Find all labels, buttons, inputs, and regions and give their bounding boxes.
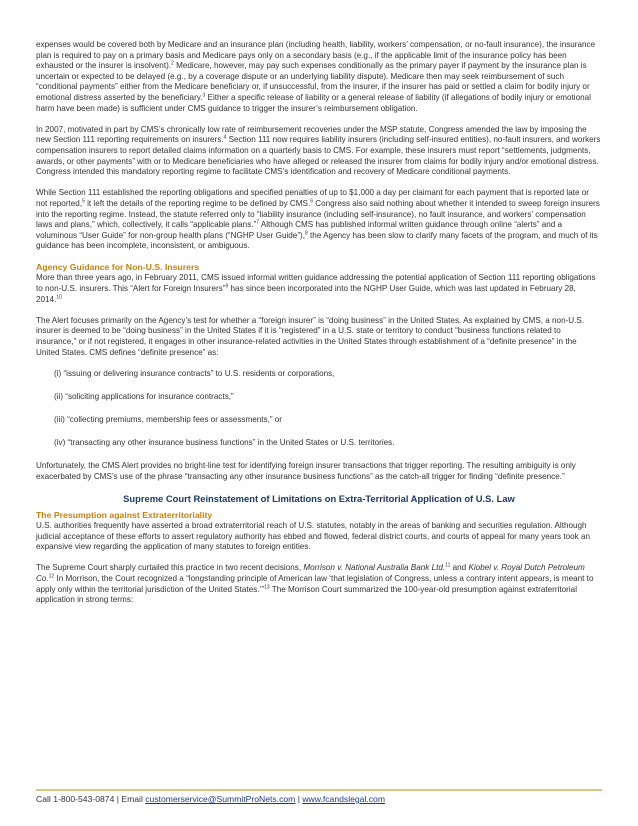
paragraph-foreign-alert [36, 273, 602, 305]
footer-divider [36, 789, 602, 791]
footnote-ref: 10 [56, 293, 62, 300]
footnote-ref: 3 [202, 92, 206, 99]
paragraph-section-111 [36, 125, 602, 178]
list-item: (iii) “collecting premiums, membership fees or assessments,” or [54, 415, 283, 424]
section-heading-presumption: The Presumption against Extraterritoriality [36, 509, 213, 520]
case-name-kiobel: Kiobel v. Royal Dutch Petroleum Co. [36, 563, 585, 583]
footnote-ref: 8 [305, 229, 308, 236]
text-span: expenses would be covered both by Medicare and an insurance plan (including health, liability, workers’ compensation, or no-fault insurance), the insurance plan is required to pay on a primary basis and Medicare pays only on a secondary basis (e.g., if the applicable limit of the insurance policy has been exhausted or the insurer is insolvent). [36, 40, 596, 71]
case-name-morrison: Morrison v. National Australia Bank Ltd. [303, 563, 446, 573]
paragraph-doing-business: The Alert focuses primarily on the Agency’s test for whether a “foreign insurer” is “doing business” in the United States. As explained by CMS, a non-U.S. insurer is deemed to be “doing business” in the United States if it is “registered” in a U.S. state or territory to conduct “business functions related to insurance,” or if not registered, it engages in other insurance-related activities in the United States through establishment of a “definite presence” in the United States. CMS defines “definite presence” as: [36, 315, 585, 357]
document-body [36, 40, 602, 616]
text-span: Either a specific release of liability or a general release of liability (if allegations of bodily injury or emotional harm have been made) is sufficient under CMS guidance to trigger the insurer’s reimbursement obligation. [36, 92, 591, 113]
paragraph-msp-overview [36, 40, 602, 114]
footer [36, 794, 385, 804]
text-span: Medicare, however, may pay such expenses conditionally as the primary payer if payment by the insurance plan is uncertain or expected to be delayed (e.g., by a coverage dispute or an underlying liability dispute). Medicare then may seek reimbursement of such “conditional payments” either from the Medicare beneficiary or, if unsuccessful, from the insurer, if the insurer has paid or settled a claim for bodily injury or emotional distress asserted by the beneficiary. [36, 61, 590, 102]
footnote-ref: 7 [256, 219, 260, 226]
text-span: The Morrison Court summarized the 100-year-old presumption against extraterritorial application in strong terms: [36, 584, 578, 605]
footnote-ref: 5 [82, 198, 85, 205]
text-span: has since been incorporated into the NGHP User Guide, which was last updated in February 28, 2014. [36, 284, 576, 304]
definite-presence-list [36, 369, 602, 449]
footnote-ref: 13 [264, 583, 270, 590]
footnote-ref: 4 [223, 134, 227, 141]
list-item: (ii) “soliciting applications for insurance contracts,” [54, 391, 234, 401]
footnote-ref: 9 [225, 283, 229, 290]
paragraph-morrison [36, 563, 602, 605]
text-span: Congress also said nothing about whether it intended to sweep foreign insurers into the reporting regime. Instead, the statute referred only to “liability insurance (including self-insurance), no fault insurance, and workers’ compensation laws and plans,” which, collectively, it calls “applicable plans.” [36, 198, 600, 230]
text-span: The Supreme Court sharply curtailed this practice in two recent decisions, [36, 563, 304, 573]
text-span: and [450, 563, 469, 573]
list-item: (iv) “transacting any other insurance business functions” in the United States or U.S. territories. [54, 438, 395, 448]
text-span: In Morrison, the Court recognized a “longstanding principle of American law ‘that legislation of Congress, unless a contrary intent appears, is meant to apply only within the territorial jurisdiction of the United States.’” [36, 573, 594, 594]
footnote-ref: 12 [48, 573, 55, 580]
text-span: the Agency has been slow to clarify many facets of the program, and much of its guidance has been incomplete, inconsistent, or ambiguous. [36, 230, 598, 251]
footer-email-link[interactable]: customerservice@SummitProNets.com [145, 794, 296, 804]
paragraph-ambiguity: Unfortunately, the CMS Alert provides no bright-line test for identifying foreign insurer transactions that trigger reporting. The resulting ambiguity is only exacerbated by CMS’s use of the phrase “transacting any other insurance business functions” as the catch-all trigger for finding “definite presence.” [36, 461, 576, 481]
footnote-ref: 2 [171, 60, 174, 67]
footer-separator: | Email [114, 794, 146, 804]
section-heading-agency-guidance: Agency Guidance for Non-U.S. Insurers [36, 262, 200, 273]
text-span: Although CMS has published informal written guidance through online “alerts” and a voluminous “User Guide” for non-group health plans (“NGHP User Guide”), [36, 220, 563, 240]
text-span: While Section 111 established the reporting obligations and specified penalties of up to $1,000 a day per claimant for each payment that is reported late or not reported, [36, 188, 589, 208]
footer-separator: | [295, 794, 303, 804]
text-span: Section 111 now requires liability insurers (including self-insured entities), no-fault insurers, and workers compensation insurers to report detailed claims information on a quarterly basis to CMS. For example, these insurers must report “settlements, judgments, awards, or other payments” with or to Medicare beneficiaries who have alleged or released the insurer from claims for bodily injury and/or emotional distress. Congress intended this mandatory reporting regime to facilitate CMS’s identification and recovery of Medicare conditional payments. [36, 135, 601, 177]
list-item: (i) “issuing or delivering insurance contracts” to U.S. residents or corporations, [54, 368, 335, 378]
text-span: More than three years ago, in February 2011, CMS issued informal written guidance addressing the potential application of Section 111 reporting obligations to non-U.S. insurers. This “Alert for Foreign Insurers” [36, 273, 596, 294]
footer-website-link[interactable]: www.fcandslegal.com [302, 794, 385, 804]
text-span: it left the details of the reporting regime to be defined by CMS. [84, 198, 311, 208]
paragraph-extraterritorial-reach: U.S. authorities frequently have asserted a broad extraterritorial reach of U.S. statutes, notably in the areas of banking and securities regulation. Although judicial acceptance of these efforts to assert regulatory authority has ebbed and flowed, federal district courts, and courts of appeal for many years took an expansive view regarding the application of many statutes to foreign entities. [36, 520, 591, 552]
main-heading-supreme-court: Supreme Court Reinstatement of Limitations on Extra-Territorial Application of U.S. Law [123, 492, 515, 504]
footer-phone: Call 1-800-543-0874 [36, 794, 115, 804]
footnote-ref: 11 [445, 562, 451, 569]
text-span: In 2007, motivated in part by CMS’s chronically low rate of reimbursement recoveries under the MSP statute, Congress amended the law by imposing the new Section 111 reporting requirements on insurers. [36, 124, 587, 145]
footnote-ref: 6 [310, 198, 314, 205]
paragraph-reporting-obligations [36, 188, 602, 252]
